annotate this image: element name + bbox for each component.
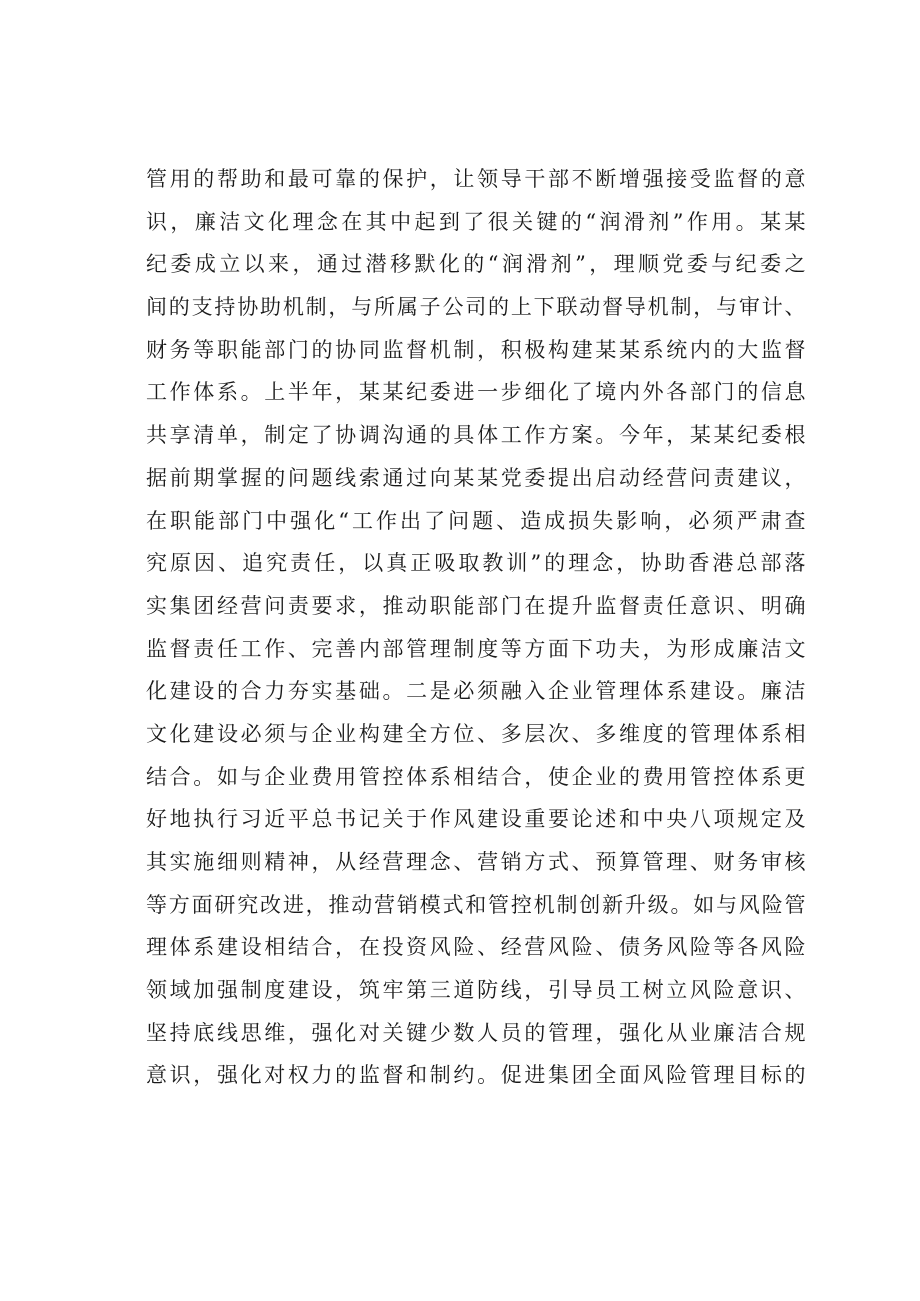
text-line-6: 工作体系。上半年，某某纪委进一步细化了境内外各部门的信息	[146, 380, 806, 405]
text-line-18: 等方面研究改进，推动营销模式和管控机制创新升级。如与风险管	[146, 892, 806, 917]
text-line-9: 在职能部门中强化“工作出了问题、造成损失影响，必须严肃查	[146, 508, 806, 533]
text-line-7: 共享清单，制定了协调沟通的具体工作方案。今年，某某纪委根	[146, 423, 806, 448]
text-line-11: 实集团经营问责要求，推动职能部门在提升监督责任意识、明确	[146, 593, 806, 618]
text-line-1: 管用的帮助和最可靠的保护，让领导干部不断增强接受监督的意	[146, 167, 806, 191]
text-line-15: 结合。如与企业费用管控体系相结合，使企业的费用管控体系更	[146, 764, 806, 789]
text-line-14: 文化建设必须与企业构建全方位、多层次、多维度的管理体系相	[146, 721, 806, 746]
body-text	[146, 158, 806, 1097]
text-line-8: 据前期掌握的问题线索通过向某某党委提出启动经营问责建议，	[146, 465, 806, 490]
text-line-4: 间的支持协助机制，与所属子公司的上下联动督导机制，与审计、	[146, 295, 806, 320]
text-line-20: 领域加强制度建设，筑牢第三道防线，引导员工树立风险意识、	[146, 978, 806, 1003]
text-line-2: 识，廉洁文化理念在其中起到了很关键的“润滑剂”作用。某某	[146, 209, 806, 234]
text-line-13: 化建设的合力夯实基础。二是必须融入企业管理体系建设。廉洁	[146, 679, 806, 704]
text-line-21: 坚持底线思维，强化对关键少数人员的管理，强化从业廉洁合规	[146, 1020, 806, 1045]
text-line-22: 意识，强化对权力的监督和制约。促进集团全面风险管理目标的	[146, 1063, 806, 1088]
text-line-5: 财务等职能部门的协同监督机制，积极构建某某系统内的大监督	[146, 337, 806, 362]
text-line-12: 监督责任工作、完善内部管理制度等方面下功夫，为形成廉洁文	[146, 636, 806, 661]
text-line-19: 理体系建设相结合，在投资风险、经营风险、债务风险等各风险	[146, 935, 806, 960]
text-line-3: 纪委成立以来，通过潜移默化的“润滑剂”，理顺党委与纪委之	[146, 252, 806, 277]
text-line-10: 究原因、追究责任，以真正吸取教训”的理念，协助香港总部落	[146, 551, 806, 576]
text-line-17: 其实施细则精神，从经营理念、营销方式、预算管理、财务审核	[146, 850, 806, 874]
text-line-16: 好地执行习近平总书记关于作风建设重要论述和中央八项规定及	[146, 807, 806, 832]
